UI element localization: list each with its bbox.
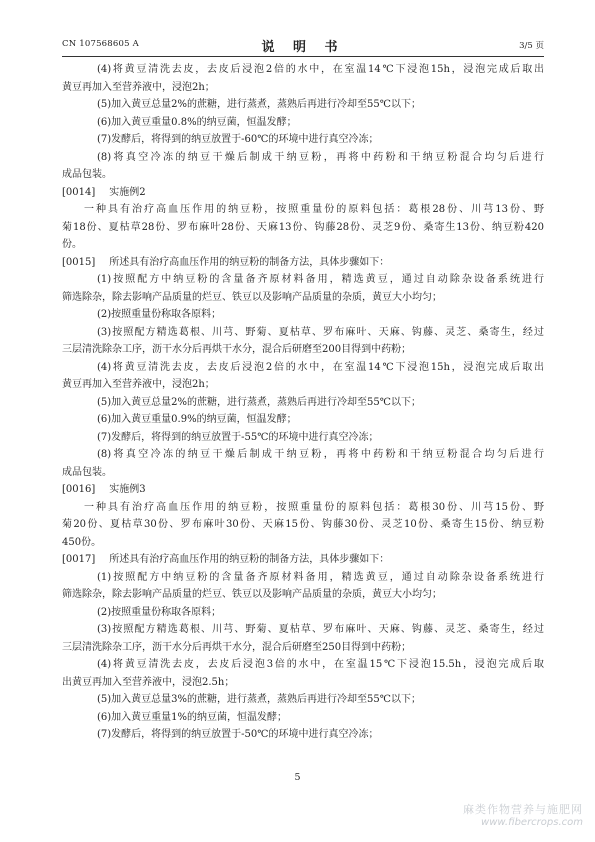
watermark-site-name: 麻类作物营养与施肥网	[463, 803, 583, 816]
text-line	[62, 656, 544, 674]
line-text: 成品包装。	[62, 466, 112, 478]
page-count: 3/5 页	[519, 41, 544, 51]
text-line	[62, 569, 544, 587]
line-text: 三层清洗除杂工序，沥干水分后再烘干水分，混合后研磨至200目得到中药粉；	[62, 344, 412, 355]
line-text: 一种具有治疗高血压作用的纳豆粉，按照重量份的原料包括：葛根30份、川芎15份、野	[84, 501, 544, 513]
text-line	[62, 464, 544, 482]
watermark-url: www.fibercrops.com	[481, 817, 583, 828]
text-line	[62, 376, 544, 394]
line-text: 成品包装。	[62, 169, 112, 180]
line-text: (4)将黄豆清洗去皮，去皮后浸泡2倍的水中，在室温14℃下浸泡15h，浸泡完成后取出	[97, 64, 544, 75]
text-line	[62, 604, 544, 622]
text-line	[62, 446, 544, 464]
paragraph-number: [0014]	[62, 186, 96, 198]
header-divider	[62, 56, 544, 57]
document-title: 说 明 书	[261, 40, 345, 55]
line-text: 所述具有治疗高血压作用的纳豆粉的制备方法，具体步骤如下：	[109, 554, 390, 565]
text-line	[62, 621, 544, 639]
line-text: (5)加入黄豆总量3%的蔗糖，进行蒸煮，蒸熟后再进行冷却至55℃以下；	[97, 694, 421, 705]
line-text: 三层清洗除杂工序，沥干水分后再烘干水分，混合后研磨至250目得到中药粉；	[62, 641, 412, 653]
text-line	[62, 726, 544, 744]
text-line	[62, 429, 544, 447]
text-line	[62, 394, 544, 412]
line-text: 实施例2	[109, 186, 146, 198]
text-line	[62, 359, 544, 377]
line-text: (2)按照重量份称取各原料；	[97, 309, 222, 320]
text-line	[62, 289, 544, 307]
line-text: 份。	[62, 239, 82, 250]
line-text: (3)按照配方精选葛根、川芎、野菊、夏枯草、罗布麻叶、天麻、钩藤、灵芝、桑寄生，经过	[97, 624, 544, 635]
line-text: (4)将黄豆清洗去皮，去皮后浸泡3倍的水中，在室温15℃下浸泡15.5h，浸泡完成后取	[97, 659, 544, 670]
text-line	[62, 516, 544, 534]
line-text: (8)将真空冷冻的纳豆干燥后制成干纳豆粉，再将中药粉和干纳豆粉混合均匀后进行	[97, 151, 544, 163]
line-text: (6)加入黄豆重量0.8%的纳豆菌，恒温发酵；	[97, 116, 297, 128]
line-text: 450份。	[62, 536, 102, 548]
site-watermark	[463, 801, 583, 828]
text-line	[62, 324, 544, 342]
line-text: (6)加入黄豆重量0.9%的纳豆菌，恒温发酵；	[97, 414, 297, 425]
line-text: 出黄豆再加入至营养液中，浸泡2.5h；	[62, 676, 235, 688]
line-text: (6)加入黄豆重量1%的纳豆菌，恒温发酵；	[97, 711, 288, 723]
line-text: (1)按照配方中纳豆粉的含量备齐原材料备用，精选黄豆，通过自动除杂设备系统进行	[97, 274, 544, 285]
line-text: 所述具有治疗高血压作用的纳豆粉的制备方法，具体步骤如下：	[109, 256, 390, 268]
text-line	[62, 61, 544, 79]
text-line	[62, 709, 544, 727]
patent-number: CN 107568605 A	[62, 39, 139, 49]
page-number: 5	[294, 772, 301, 783]
line-text: (4)将黄豆清洗去皮，去皮后浸泡2倍的水中，在室温14℃下浸泡15h，浸泡完成后取出	[97, 361, 544, 373]
text-line	[62, 341, 544, 359]
text-line	[62, 219, 544, 237]
paragraph-heading-line	[62, 481, 544, 499]
line-text: (5)加入黄豆总量2%的蔗糖，进行蒸煮，蒸熟后再进行冷却至55℃以下；	[97, 99, 421, 110]
text-line	[62, 114, 544, 132]
line-text: 菊18份、夏枯草28份、罗布麻叶28份、天麻13份、钩藤28份、灵芝9份、桑寄生13份、纳豆粉420	[62, 221, 544, 233]
line-text: 筛选除杂，除去影响产品质量的烂豆、铁豆以及影响产品质量的杂质，黄豆大小均匀；	[62, 589, 442, 600]
text-line	[62, 96, 544, 114]
text-line	[62, 586, 544, 604]
line-text: 一种具有治疗高血压作用的纳豆粉，按照重量份的原料包括：葛根28份、川芎13份、野	[84, 204, 544, 215]
paragraph-heading-line	[62, 184, 544, 202]
text-line	[62, 166, 544, 184]
paragraph-number: [0017]	[62, 554, 96, 565]
paragraph-number: [0015]	[62, 256, 96, 268]
line-text: (7)发酵后，将得到的纳豆放置于-50℃的环境中进行真空冷冻；	[97, 729, 379, 740]
text-line	[62, 411, 544, 429]
line-text: (5)加入黄豆总量2%的蔗糖，进行蒸煮，蒸熟后再进行冷却至55℃以下；	[97, 396, 421, 408]
line-text: 黄豆再加入至营养液中，浸泡2h；	[62, 379, 215, 390]
line-text: (7)发酵后，将得到的纳豆放置于-60℃的环境中进行真空冷冻；	[97, 134, 379, 145]
line-text: 黄豆再加入至营养液中，浸泡2h；	[62, 81, 215, 93]
line-text: (8)将真空冷冻的纳豆干燥后制成干纳豆粉，再将中药粉和干纳豆粉混合均匀后进行	[97, 449, 544, 460]
line-text: (1)按照配方中纳豆粉的含量备齐原材料备用，精选黄豆，通过自动除杂设备系统进行	[97, 571, 544, 583]
line-text: (3)按照配方精选葛根、川芎、野菊、夏枯草、罗布麻叶、天麻、钩藤、灵芝、桑寄生，经过	[97, 326, 544, 338]
text-line	[62, 271, 544, 289]
text-line	[62, 131, 544, 149]
paragraph-heading-line	[62, 551, 544, 569]
text-line	[62, 236, 544, 254]
line-text: 实施例3	[109, 484, 146, 495]
line-text: 菊20份、夏枯草30份、罗布麻叶30份、天麻15份、钩藤30份、灵芝10份、桑寄生15份、纳豆粉	[62, 519, 544, 530]
text-line	[62, 79, 544, 97]
text-line	[62, 674, 544, 692]
document-body	[62, 61, 544, 744]
line-text: 筛选除杂，除去影响产品质量的烂豆、铁豆以及影响产品质量的杂质，黄豆大小均匀；	[62, 291, 442, 303]
line-text: (2)按照重量份称取各原料；	[97, 606, 222, 618]
text-line	[62, 499, 544, 517]
page-header	[62, 36, 544, 54]
text-line	[62, 691, 544, 709]
paragraph-number: [0016]	[62, 484, 96, 495]
line-text: (7)发酵后，将得到的纳豆放置于-55℃的环境中进行真空冷冻；	[97, 431, 379, 443]
text-line	[62, 306, 544, 324]
paragraph-heading-line	[62, 254, 544, 272]
text-line	[62, 149, 544, 167]
text-line	[62, 201, 544, 219]
text-line	[62, 639, 544, 657]
text-line	[62, 534, 544, 552]
